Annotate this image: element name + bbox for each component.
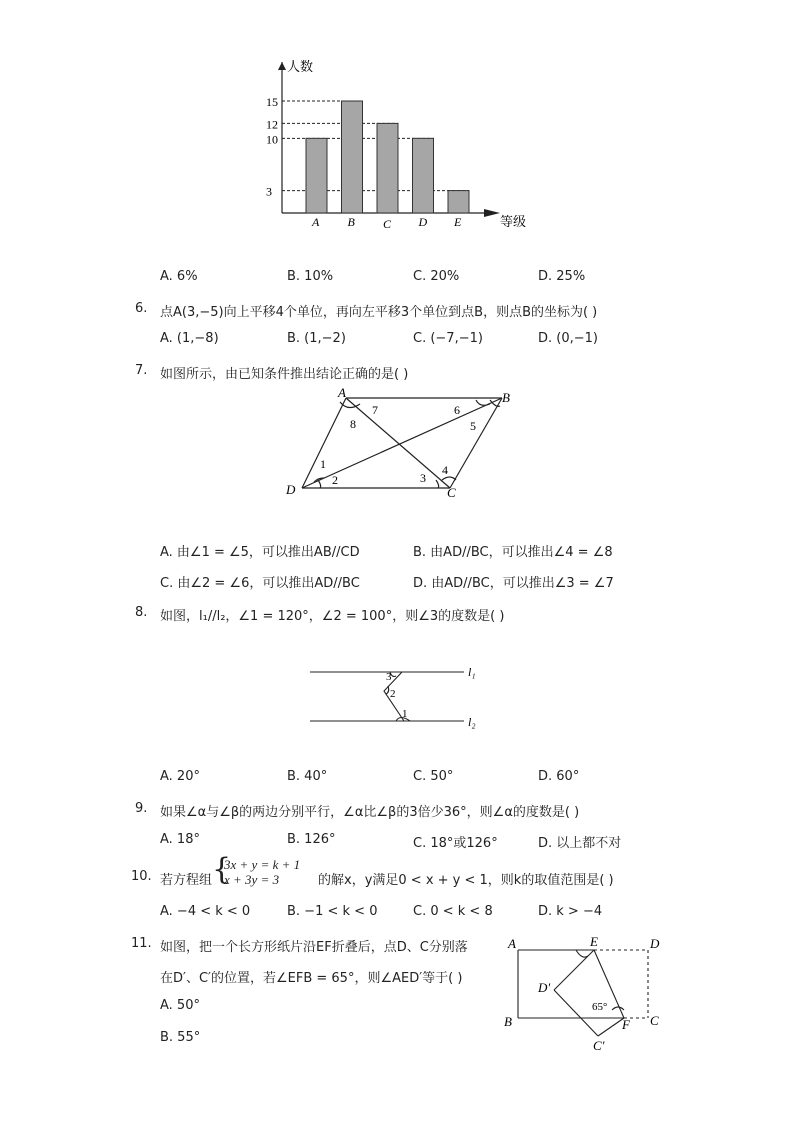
q5-option-d[interactable]: D. 25% [538, 269, 586, 284]
x-category-label: C [383, 217, 392, 231]
q7-angle-4: 4 [442, 463, 448, 477]
q11-point-c: C [650, 1013, 659, 1028]
y-tick-label: 15 [266, 95, 278, 109]
bar-chart [0, 0, 794, 245]
q7-angle-2: 2 [332, 473, 338, 487]
q7-stem: 如图所示，由已知条件推出结论正确的是( ) [160, 367, 409, 382]
q7-number: 7. [135, 363, 148, 378]
q11-point-d-prime: D′ [538, 980, 551, 995]
q5-option-a[interactable]: A. 6% [160, 269, 198, 284]
q7-angle-3: 3 [420, 471, 426, 485]
q11-point-f: F [622, 1017, 630, 1032]
q9-number: 9. [135, 801, 148, 816]
q11-point-b: B [504, 1014, 512, 1029]
q6-stem: 点A(3,−5)向上平移4个单位，再向左平移3个单位到点B，则点B的坐标为( ) [160, 305, 598, 320]
q7-point-b: B [502, 390, 510, 405]
q6-number: 6. [135, 301, 148, 316]
bar [413, 138, 434, 213]
q9-option-b[interactable]: B. 126° [287, 832, 336, 847]
y-axis-label: 人数 [287, 60, 314, 75]
q8-angle-3: 3 [386, 671, 392, 683]
q9-option-c[interactable]: C. 18°或126° [413, 836, 498, 851]
y-tick-label: 3 [266, 184, 272, 199]
q6-option-b[interactable]: B. (1,−2) [287, 331, 346, 346]
q7-angle-5: 5 [470, 419, 476, 433]
x-category-label: E [454, 215, 462, 229]
q11-folded-rectangle-figure [500, 932, 672, 1056]
q11-number: 11. [131, 936, 152, 951]
q8-option-a[interactable]: A. 20° [160, 769, 200, 784]
q8-line-l1: l₁ [468, 665, 476, 679]
x-category-label: B [347, 215, 355, 229]
bar [342, 101, 363, 213]
q11-point-c-prime: C′ [593, 1038, 605, 1053]
x-axis-label: 等级 [500, 215, 527, 230]
q10-option-c[interactable]: C. 0 < k < 8 [413, 904, 493, 919]
q10-suffix: 的解x，y满足0 < x + y < 1，则k的取值范围是( ) [318, 873, 614, 888]
q11-stem-line-1: 如图，把一个长方形纸片沿EF折叠后，点D、C分别落 [160, 940, 468, 955]
x-category-label: D [418, 215, 428, 229]
q8-angle-2: 2 [390, 688, 396, 700]
q9-option-a[interactable]: A. 18° [160, 832, 200, 847]
q11-point-e: E [590, 934, 598, 949]
q7-option-c[interactable]: C. 由∠2 = ∠6，可以推出AD//BC [160, 576, 360, 591]
q6-option-a[interactable]: A. (1,−8) [160, 331, 219, 346]
q10-option-b[interactable]: B. −1 < k < 0 [287, 904, 378, 919]
q7-point-c: C [447, 485, 456, 500]
q11-option-b[interactable]: B. 55° [160, 1030, 201, 1045]
q10-prefix: 若方程组 [160, 873, 213, 888]
q10-equation-2: x + 3y = 3 [224, 872, 280, 887]
q8-angle-1: 1 [402, 708, 408, 720]
q10-equation-1: 3x + y = k + 1 [224, 857, 301, 872]
x-category-label: A [312, 215, 320, 229]
q10-option-d[interactable]: D. k > −4 [538, 904, 603, 919]
bar [377, 123, 398, 213]
q7-parallelogram-figure [270, 382, 530, 502]
q7-option-b[interactable]: B. 由AD//BC，可以推出∠4 = ∠8 [413, 545, 613, 560]
y-tick-label: 12 [266, 117, 278, 132]
q5-option-c[interactable]: C. 20% [413, 269, 460, 284]
q8-option-c[interactable]: C. 50° [413, 769, 454, 784]
q11-stem-line-2: 在D′、C′的位置，若∠EFB = 65°，则∠AED′等于( ) [160, 971, 463, 986]
q6-option-d[interactable]: D. (0,−1) [538, 331, 598, 346]
q11-option-a[interactable]: A. 50° [160, 998, 200, 1013]
q9-stem: 如果∠α与∠β的两边分别平行，∠α比∠β的3倍少36°，则∠α的度数是( ) [160, 805, 580, 820]
q7-option-d[interactable]: D. 由AD//BC，可以推出∠3 = ∠7 [413, 576, 614, 591]
q10-number: 10. [131, 869, 152, 884]
y-tick-label: 10 [266, 132, 278, 147]
q7-point-a: A [338, 385, 346, 400]
y-axis-arrow [278, 62, 286, 70]
q11-point-d: D [650, 936, 660, 951]
q8-line-l2: l₂ [468, 715, 476, 729]
q11-angle-65: 65° [592, 1001, 608, 1013]
q9-option-d[interactable]: D. 以上都不对 [538, 836, 622, 851]
q7-angle-6: 6 [454, 403, 460, 417]
q7-angle-8: 8 [350, 417, 356, 431]
q8-option-d[interactable]: D. 60° [538, 769, 580, 784]
q10-option-a[interactable]: A. −4 < k < 0 [160, 904, 251, 919]
bar [448, 191, 469, 213]
q6-option-c[interactable]: C. (−7,−1) [413, 331, 483, 346]
q8-number: 8. [135, 605, 148, 620]
x-axis-arrow [484, 209, 500, 217]
q5-option-b[interactable]: B. 10% [287, 269, 334, 284]
q11-point-a: A [508, 936, 516, 951]
q7-angle-1: 1 [320, 457, 326, 471]
q10-system-brace: { [212, 852, 232, 887]
q8-option-b[interactable]: B. 40° [287, 769, 328, 784]
q7-angle-7: 7 [372, 403, 378, 417]
bar [306, 138, 327, 213]
q7-point-d: D [286, 482, 296, 497]
q8-stem: 如图，l₁//l₂，∠1 = 120°，∠2 = 100°，则∠3的度数是( ) [160, 609, 505, 624]
q8-parallel-lines-figure [300, 660, 500, 735]
q7-option-a[interactable]: A. 由∠1 = ∠5，可以推出AB//CD [160, 545, 360, 560]
